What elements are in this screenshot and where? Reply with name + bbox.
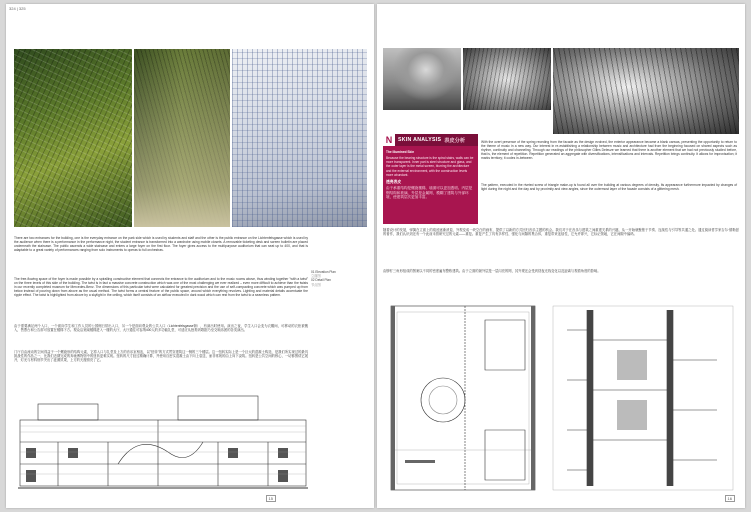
photo-glass-facade-detail (232, 49, 367, 227)
figure-captions (311, 270, 371, 287)
photo-spiral-interior-2 (463, 48, 551, 110)
right-paragraph-1: With the overt presence of the spring receding from the facade as the design evolved, the exterior appearance became a blank canvas, presenting the opportunity to return to the theme of music in a new way. Our interest in re-establishing a relationship between music and architecture had from the beginning focused on shared aspects such as rhythm, continuity and channeling. Through our readings of the philosopher Gilles Deleuze we learned that there is another element that we had not previously studied before, that is, the element of repetition. Repetition generated an aggregate with diversifications, intensifications and intervals. Repetition brings continuity. It allows for improvisation; it marks territory; it codes in-between. (481, 140, 737, 161)
page-header: 324 | 325 (9, 6, 26, 11)
caption-2 (311, 278, 371, 286)
caption-2-zh: 节点图 (311, 282, 321, 287)
right-page (377, 4, 745, 508)
section-title-en: SKIN ANALYSIS (398, 137, 442, 143)
photo-spiral-staircase (553, 48, 739, 134)
left-paragraph-4: 门厅自由流动的空间得益于一个螺旋形的结构元素，它将入口与礼堂及上方的音乐室相连，以"扭转"的方式贯穿建筑这一侧的三个楼层。这一扭转实际上是一个巨大的混凝土构造，是我们所实现过的最具挑战性的作品之一，比我们近期完成的奔驰博物馆中的扭转更难实现。扭转的尺寸经过精确计算，并使用自密实混凝土由下向上泵送，而非常规的由上向下浇筑。扭转是公共空间的核心，一切都围绕它展开，灯光与材料细节突出了涟漪效果，上方的天窗照亮了它。 (14, 350, 308, 363)
right-paragraph-3: 随着设计的发展，弹簧在立面上的痕迹逐渐消退，外观变成一块空白的画布，提供了以新的方式回归音乐主题的机会。我们对于在音乐与建筑之间重建关系的兴趣，从一开始就聚焦于节奏、连续性与引导等共通之处。通过阅读哲学家吉尔·德勒兹的著作，我们认识到还有一个此前未曾研究过的元素——重复。重复产生了具有多样性、强化与间隔的集合体，重复带来连续性，它允许即兴，它标记领地，它在间隙中编码。 (383, 228, 739, 237)
caption-1-en: 01 Elevation Plan (311, 270, 336, 274)
left-page-number: 15 (266, 495, 276, 502)
section-title-bar (383, 134, 478, 146)
section-letter: N (383, 134, 395, 146)
skin-text-en: Because the bearing structure is the spiral stairs, walls can be more transparent. Inner part is steel structure and glass, and the outer layer is the metal screen, blurring the architecture and the external environment, with the construction levels more abundant. (386, 156, 474, 177)
caption-2-en: 02 Detail Plan (311, 278, 331, 283)
left-paragraph-1: There are two entrances for the building, one is the everyday entrance on the park side which is used by students and staff and the other is the public entrance on the Lichtenfelsgasse which is used by the audience when there is a performance in the performance night, the student entrance is transformed into a wardrobe using mobile closets. A removable ticketing desk and screen bulletin are placed underneath the staircase. The public ascends a wide staircase and enters a large foyer on the first floor. The foyer gives access to the multipurpose auditorium that can seat up to 400, and that is adaptable to a great variety of performances ranging from solo instruments to operas to full orchestras. (14, 236, 308, 253)
elevation-drawing (18, 382, 308, 494)
floor-plan-drawing (385, 300, 541, 496)
left-paragraph-3: 由于需要满足两个入口，一个面向学生和工作人员的公园侧日常出入口，另一个是面向观众的公共入口（Lichtenfelsgasse街），有演出时使用。演出之夜，学生入口会变为衣帽间，可移动的衣柜被搬入，售票台和公告屏可放置在楼梯下方。观众沿宽阔楼梯进入一楼的大厅，大厅通往可容纳400人的多功能礼堂，可适应从独奏到歌剧乃至交响乐团的各类演出。 (14, 324, 308, 333)
section-title-zh: 表皮分析 (444, 137, 466, 144)
caption-1-zh: 立面图 (311, 274, 321, 279)
caption-1 (311, 270, 371, 278)
right-paragraph-4: 由铆钉三角形组成的图案以不同的密度遍布整栋建筑。由于立面的最外层是一层闪亮的网，其外观还会受到昼夜光线变化以及距离与观看角度的影响。 (383, 269, 601, 273)
right-page-number: 16 (725, 495, 735, 502)
skin-subtitle-zh: 透亮表皮 (386, 180, 402, 185)
skin-subtitle-en: The Illumined Skin (386, 150, 415, 154)
right-paragraph-2: The pattern, executed in the riveted screw of triangle make-up is found all over the building at various degrees of density. Its appearance furthermore impacted by changes of light during the night and the day and by proximity and view angles, since the outermost layer of the facade consists of a glittering mesh. (481, 183, 737, 192)
skin-text-zh: 由于承重结构是螺旋楼梯，墙面可以更加透明。内层是钢结构和玻璃，外层是金属网，模糊了建筑与外部环境，使建筑层次更加丰富。 (386, 186, 473, 200)
left-page (6, 4, 374, 508)
detail-plan-drawing (547, 300, 739, 496)
skin-analysis-box (383, 134, 478, 224)
photo-green-mesh-facade (14, 49, 132, 227)
left-paragraph-2: The free-flowing space of the foyer is made possible by a spiralling constructive element that connects the entrance to the auditorium and to the music rooms above, thus winding together "with a twist" on the three levels of this side of the building. The twist is in fact a massive concrete construction which was one of the most challenging we ever realized – even more difficult to achieve than the twists in our recently completed museum for Mercedes-Benz. The dimensions of this particular twist were calculated for greatest precision and the use of self-compacting concrete which was pumped up from below instead of pouring down from above as the usual method. The twist forms a central feature of the public space, around which everything revolves. Lighting and material details accentuate the ripple effect. The twist is highlighted from above by a skylight in the ceiling, which itself consists of an airflow executed in dark wood which can rest from the twist to a seamless pattern. (14, 277, 308, 298)
photo-mesh-corridor (134, 49, 230, 227)
photo-spiral-interior-1 (383, 48, 461, 110)
